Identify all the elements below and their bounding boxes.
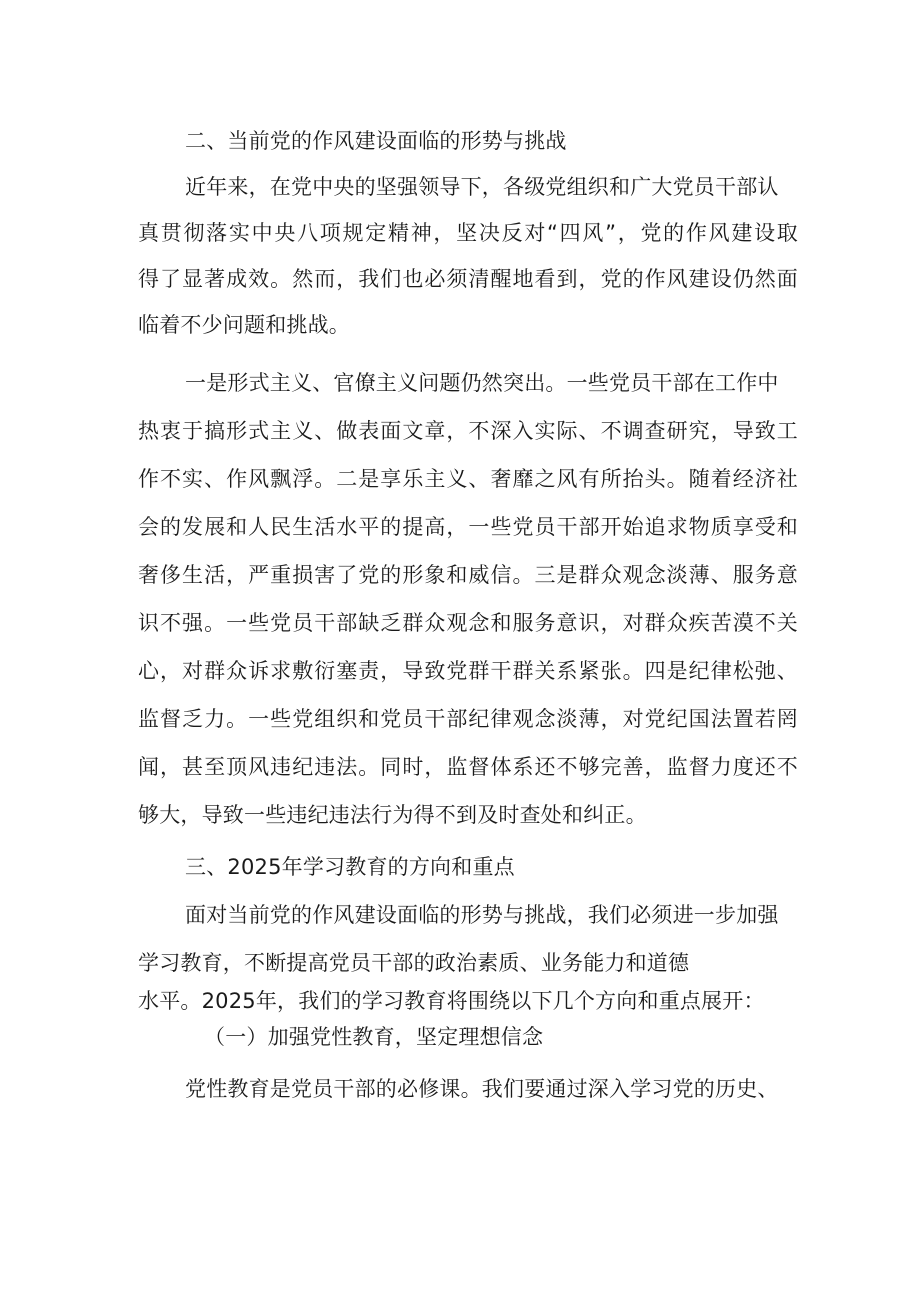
paragraph-line: 水平。2025年，我们的学习教育将围绕以下几个方向和重点展开： xyxy=(138,989,765,1013)
paragraph-line: 监督乏力。一些党组织和党员干部纪律观念淡薄，对党纪国法置若罔 xyxy=(138,707,798,731)
subsection-heading-1: （一）加强党性教育，坚定理想信念 xyxy=(204,1025,544,1049)
paragraph-line: 闻，甚至顶风违纪违法。同时，监督体系还不够完善，监督力度还不 xyxy=(138,755,798,779)
paragraph-line: 心，对群众诉求敷衍塞责，导致党群干群关系紧张。四是纪律松弛、 xyxy=(138,659,798,683)
paragraph-line: 近年来，在党中央的坚强领导下，各级党组织和广大党员干部认 xyxy=(185,175,779,199)
paragraph-line: 学习教育，不断提高党员干部的政治素质、业务能力和道德 xyxy=(138,951,690,975)
paragraph-line: 识不强。一些党员干部缺乏群众观念和服务意识，对群众疾苦漠不关 xyxy=(138,611,798,635)
paragraph-line: 热衷于搞形式主义、做表面文章，不深入实际、不调查研究，导致工 xyxy=(138,419,798,443)
section-heading-2: 二、当前党的作风建设面临的形势与挑战 xyxy=(185,129,567,153)
paragraph-line: 面对当前党的作风建设面临的形势与挑战，我们必须进一步加强 xyxy=(185,903,779,927)
section-heading-3: 三、2025年学习教育的方向和重点 xyxy=(185,855,515,879)
paragraph-line: 党性教育是党员干部的必修课。我们要通过深入学习党的历史、 xyxy=(185,1077,779,1101)
paragraph-line: 够大，导致一些违纪违法行为得不到及时查处和纠正。 xyxy=(138,803,647,827)
paragraph-line: 一是形式主义、官僚主义问题仍然突出。一些党员干部在工作中 xyxy=(185,371,779,395)
paragraph-line: 真贯彻落实中央八项规定精神，坚决反对“四风”，党的作风建设取 xyxy=(138,221,798,245)
paragraph-line: 得了显著成效。然而，我们也必须清醒地看到，党的作风建设仍然面 xyxy=(138,267,798,291)
paragraph-line: 奢侈生活，严重损害了党的形象和威信。三是群众观念淡薄、服务意 xyxy=(138,563,798,587)
paragraph-line: 作不实、作风飘浮。二是享乐主义、奢靡之风有所抬头。随着经济社 xyxy=(138,467,798,491)
paragraph-line: 临着不少问题和挑战。 xyxy=(138,313,350,337)
paragraph-line: 会的发展和人民生活水平的提高，一些党员干部开始追求物质享受和 xyxy=(138,515,798,539)
